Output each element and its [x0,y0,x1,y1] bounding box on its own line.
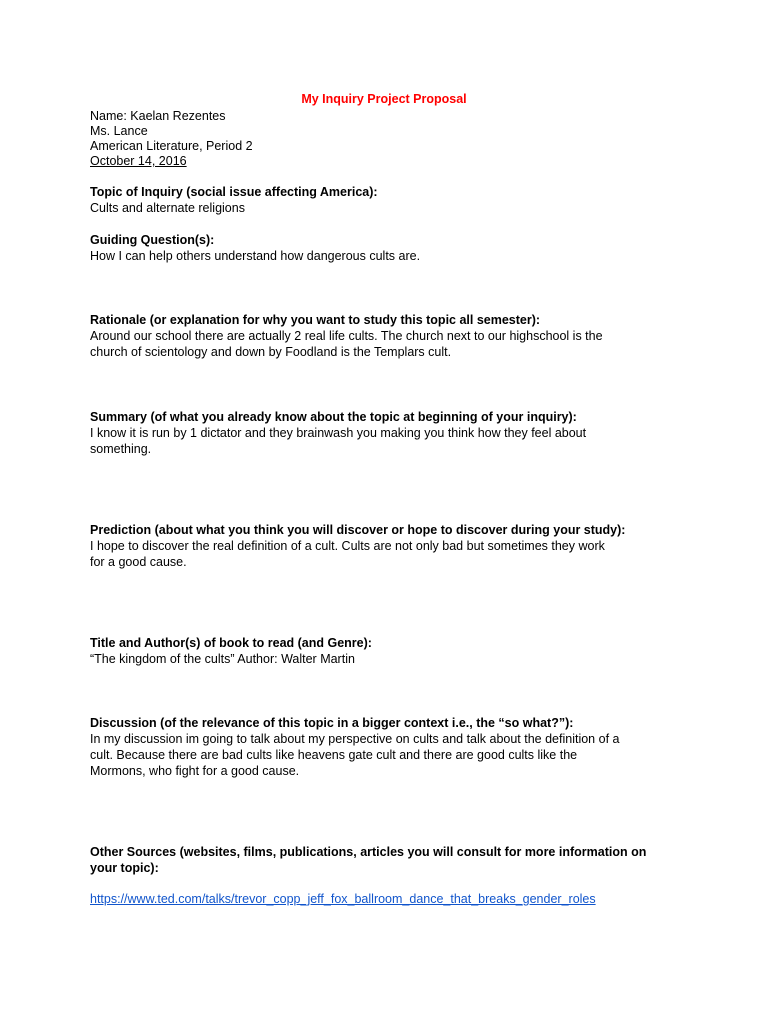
guiding-question-heading: Guiding Question(s): [90,233,215,247]
prediction-heading: Prediction (about what you think you will discover or hope to discover during your study): [90,523,626,537]
book-heading: Title and Author(s) of book to read (and Genre): [90,636,372,650]
rationale-text-line-1: Around our school there are actually 2 real life cults. The church next to our highschool is the [90,329,603,343]
rationale-text-line-2: church of scientology and down by Foodland is the Templars cult. [90,345,452,359]
student-name: Name: Kaelan Rezentes [90,109,226,123]
sources-heading-line-1: Other Sources (websites, films, publications, articles you will consult for more information on [90,845,647,859]
topic-heading: Topic of Inquiry (social issue affecting America): [90,185,378,199]
discussion-text-line-2: cult. Because there are bad cults like heavens gate cult and there are good cults like the [90,748,578,762]
rationale-heading: Rationale (or explanation for why you want to study this topic all semester): [90,313,541,327]
summary-text-line-1: I know it is run by 1 dictator and they brainwash you making you think how they feel about [90,426,587,440]
discussion-heading: Discussion (of the relevance of this topic in a bigger context i.e., the “so what?”): [90,716,574,730]
book-text: “The kingdom of the cults” Author: Walter Martin [90,652,355,666]
teacher-name: Ms. Lance [90,124,148,138]
sources-heading-line-2: your topic): [90,861,159,875]
discussion-text-line-3: Mormons, who fight for a good cause. [90,764,300,778]
summary-heading: Summary (of what you already know about the topic at beginning of your inquiry): [90,410,577,424]
class-name: American Literature, Period 2 [90,139,253,153]
topic-text: Cults and alternate religions [90,201,245,215]
document-title: My Inquiry Project Proposal [301,92,467,106]
prediction-text-line-2: for a good cause. [90,555,187,569]
guiding-question-text: How I can help others understand how dangerous cults are. [90,249,421,263]
summary-text-line-2: something. [90,442,152,456]
source-link[interactable]: https://www.ted.com/talks/trevor_copp_jeff_fox_ballroom_dance_that_breaks_gender_roles [90,892,596,906]
prediction-text-line-1: I hope to discover the real definition of a cult. Cults are not only bad but sometimes they work [90,539,605,553]
discussion-text-line-1: In my discussion im going to talk about my perspective on cults and talk about the definition of a [90,732,620,746]
document-date: October 14, 2016 [90,154,187,168]
